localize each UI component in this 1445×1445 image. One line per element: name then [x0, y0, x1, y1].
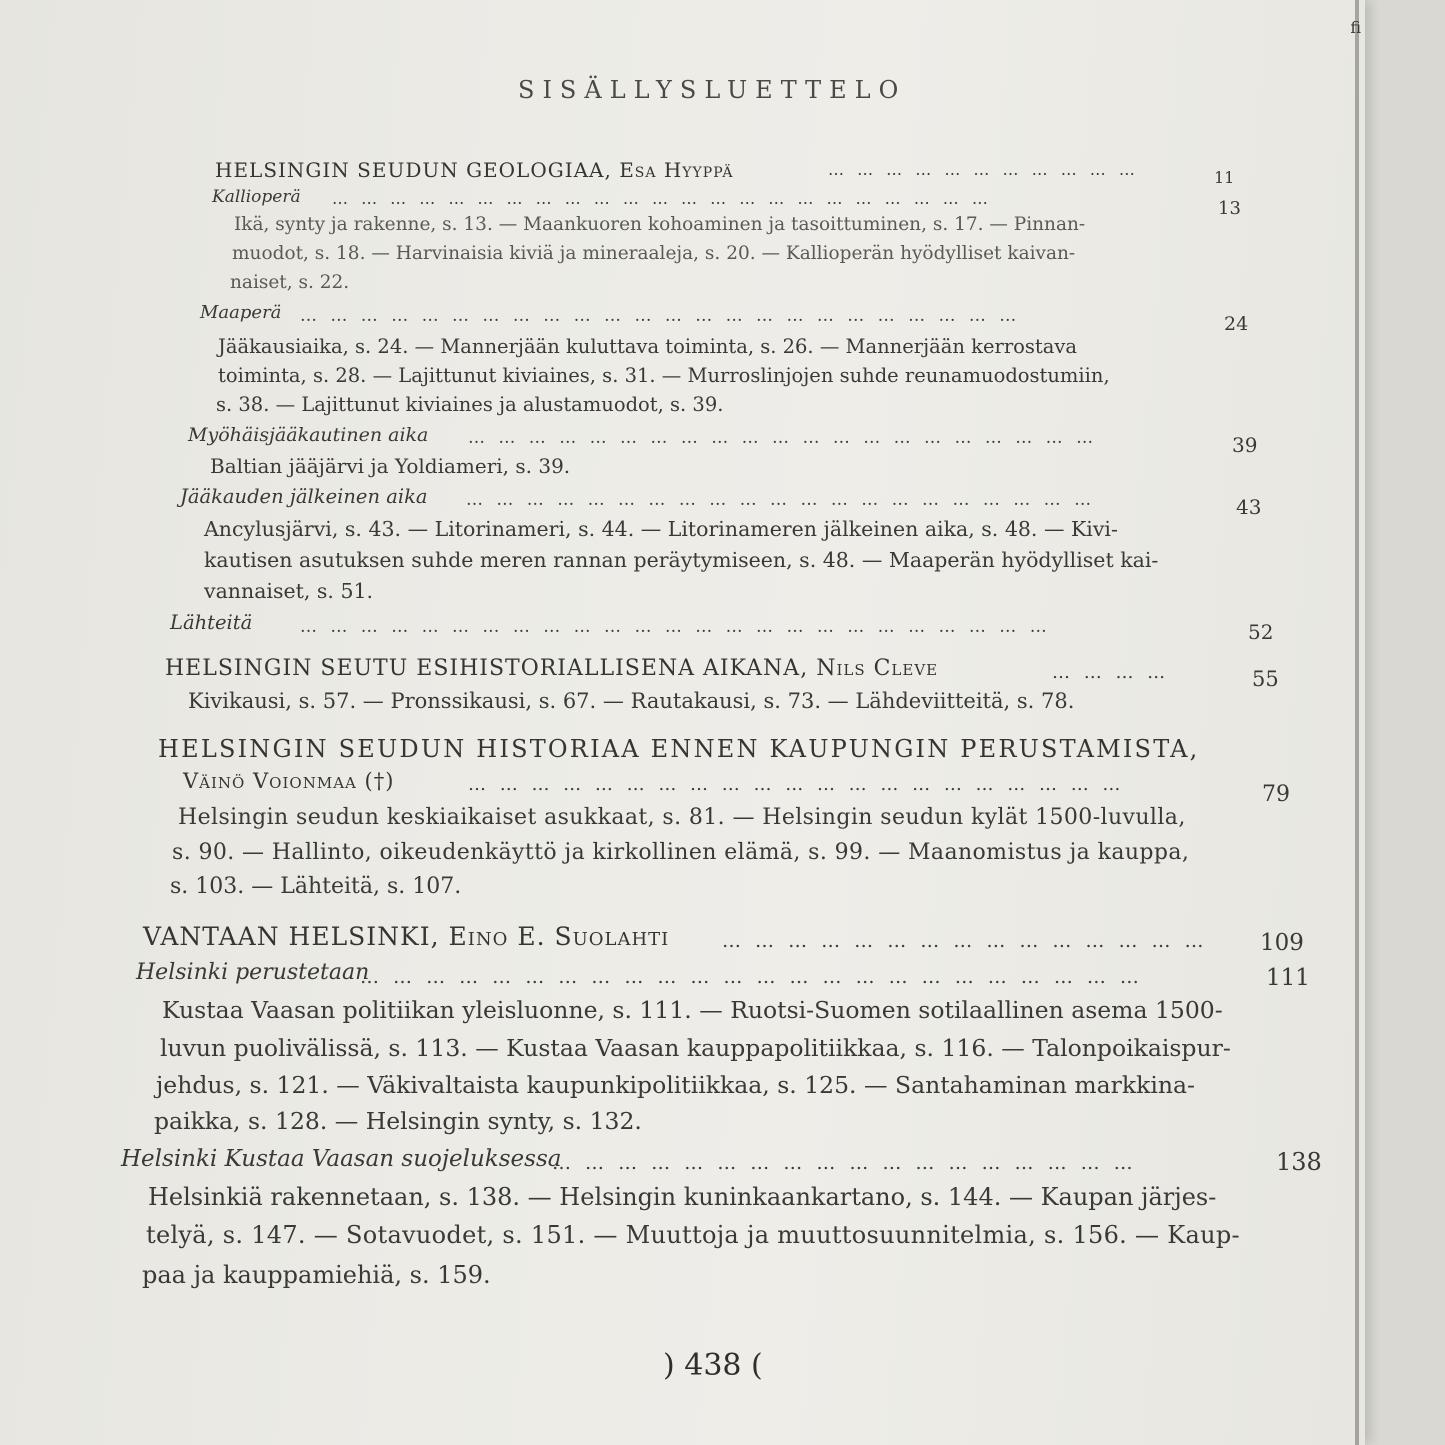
page-number: 109	[1260, 930, 1304, 956]
page-edge	[1355, 0, 1359, 1445]
toc-body-line: paa ja kauppamiehiä, s. 159.	[142, 1261, 491, 1289]
page-number: 138	[1276, 1148, 1322, 1176]
toc-section-heading	[215, 158, 733, 182]
toc-body-line: Ancylusjärvi, s. 43. — Litorinameri, s. 44. — Litorinameren jälkeinen aika, s. 48. — Kivi-	[204, 517, 1118, 541]
toc-subsection: Maaperä	[200, 302, 282, 323]
section-author: Eino E. Suolahti	[448, 922, 670, 951]
toc-body-line: muodot, s. 18. — Harvinaisia kiviä ja mineraaleja, s. 20. — Kallioperän hyödylliset kaivan-	[232, 243, 1076, 264]
section-author: Esa Hyyppä	[619, 158, 734, 182]
toc-body-line: Ikä, synty ja rakenne, s. 13. — Maankuoren kohoaminen ja tasoittuminen, s. 17. — Pinnan-	[234, 214, 1086, 235]
toc-subsection: Helsinki Kustaa Vaasan suojeluksessa	[121, 1146, 562, 1172]
leader-dots: … … … … … … … … … … … … … … … … … … … … …	[468, 774, 1125, 795]
page-number: 43	[1236, 495, 1262, 519]
leader-dots: … … … … … … … … … … … … … … … … … …	[552, 1152, 1137, 1174]
section-author: Väinö Voionmaa (†)	[183, 769, 395, 793]
page-number: 79	[1262, 782, 1290, 807]
toc-subsection: Myöhäisjääkautinen aika	[188, 424, 429, 446]
toc-body-line: naiset, s. 22.	[230, 272, 350, 293]
toc-body-line: paikka, s. 128. — Helsingin synty, s. 132.	[154, 1107, 642, 1135]
toc-body-line: s. 38. — Lajittunut kiviaines ja alustamuodot, s. 39.	[216, 393, 724, 416]
page-folio: ) 438 (	[663, 1348, 763, 1383]
leader-dots: … … … … … … … … … … …	[828, 160, 1139, 179]
leader-dots: … … … … … … … … … … … … … … …	[722, 930, 1208, 952]
page-number: 24	[1224, 313, 1249, 335]
page-number: 11	[1214, 168, 1235, 187]
toc-body-line: Helsinkiä rakennetaan, s. 138. — Helsingin kuninkaankartano, s. 144. — Kaupan järjes-	[148, 1183, 1217, 1211]
toc-section-heading	[143, 922, 669, 951]
page-number: 39	[1232, 433, 1258, 457]
leader-dots: … … … … … … … … … … … … … … … … … … … … … … … …	[360, 966, 1143, 988]
toc-body-line: jehdus, s. 121. — Väkivaltaista kaupunkipolitiikkaa, s. 125. — Santahaminan markkina-	[156, 1071, 1195, 1099]
toc-body-line: Kustaa Vaasan politiikan yleisluonne, s. 111. — Ruotsi-Suomen sotilaallinen asema 1500-	[162, 996, 1223, 1024]
leader-dots: … … … … … … … … … … … … … … … … … … … … …	[466, 490, 1096, 510]
toc-body-line: toiminta, s. 28. — Lajittunut kiviaines, s. 31. — Murroslinjojen suhde reunamuodostumiin,	[218, 364, 1110, 387]
section-title: HELSINGIN SEUDUN GEOLOGIAA,	[215, 158, 612, 182]
leader-dots: … … … …	[1052, 662, 1170, 683]
toc-body-line: Jääkausiaika, s. 24. — Mannerjään kuluttava toiminta, s. 26. — Mannerjään kerrostava	[218, 335, 1078, 358]
toc-body-line: Kivikausi, s. 57. — Pronssikausi, s. 67. — Rautakausi, s. 73. — Lähdeviitteitä, s. 78.	[188, 689, 1075, 713]
page-number: 55	[1252, 667, 1279, 691]
leader-dots: … … … … … … … … … … … … … … … … … … … … … … … …	[300, 306, 1021, 326]
toc-section-heading: HELSINGIN SEUDUN HISTORIAA ENNEN KAUPUNGIN PERUSTAMISTA,	[158, 735, 1200, 763]
toc-subsection: Helsinki perustetaan	[136, 960, 370, 985]
toc-body-line: Baltian jääjärvi ja Yoldiameri, s. 39.	[210, 454, 571, 478]
page-title: SISÄLLYSLUETTELO	[518, 76, 907, 104]
page-number: 13	[1218, 198, 1241, 219]
toc-body-line: Helsingin seudun keskiaikaiset asukkaat, s. 81. — Helsingin seudun kylät 1500-luvulla,	[178, 805, 1186, 830]
leader-dots: … … … … … … … … … … … … … … … … … … … … …	[468, 428, 1098, 448]
toc-subsection: Jääkauden jälkeinen aika	[180, 485, 428, 508]
toc-body-line: luvun puolivälissä, s. 113. — Kustaa Vaasan kauppapolitiikkaa, s. 116. — Talonpoikaispur-	[160, 1034, 1231, 1062]
toc-section-heading	[165, 656, 938, 681]
leader-dots: … … … … … … … … … … … … … … … … … … … … … … … … …	[300, 617, 1051, 637]
page-number: 111	[1266, 965, 1310, 991]
corner-mark: fi	[1350, 18, 1361, 37]
section-title: HELSINGIN SEUTU ESIHISTORIALLISENA AIKANA,	[165, 656, 809, 681]
page-number: 52	[1248, 620, 1274, 644]
toc-subsection: Kallioperä	[212, 187, 301, 207]
toc-subsection: Lähteitä	[170, 611, 253, 634]
toc-body-line: kautisen asutuksen suhde meren rannan peräytymiseen, s. 48. — Maaperän hyödylliset kai-	[204, 548, 1159, 572]
section-author: Nils Cleve	[816, 656, 939, 681]
section-title: VANTAAN HELSINKI,	[143, 922, 440, 951]
toc-body-line: telyä, s. 147. — Sotavuodet, s. 151. — Muuttoja ja muuttosuunnitelmia, s. 156. — Kaup-	[146, 1221, 1240, 1249]
toc-body-line: vannaiset, s. 51.	[204, 579, 374, 603]
toc-body-line: s. 103. — Lähteitä, s. 107.	[170, 874, 462, 899]
toc-body-line: s. 90. — Hallinto, oikeudenkäyttö ja kirkollinen elämä, s. 99. — Maanomistus ja kauppa,	[172, 840, 1190, 865]
leader-dots: … … … … … … … … … … … … … … … … … … … … … … …	[332, 189, 992, 208]
